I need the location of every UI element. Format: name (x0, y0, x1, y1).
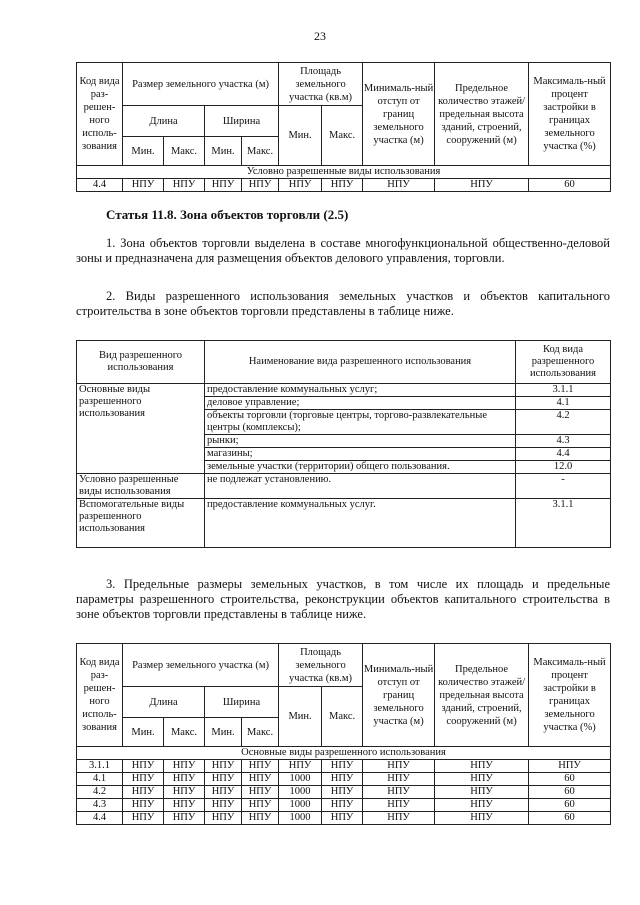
main-use-name: земельные участки (территории) общего пользования. (205, 461, 516, 474)
table-cell: НПУ (164, 799, 205, 812)
table-cell: НПУ (205, 773, 242, 786)
paragraph-1: 1. Зона объектов торговли выделена в составе многофункциональной общественно-деловой зоны и предназначена для размещения объектов делового управления, торговли. (76, 236, 610, 265)
paragraph-2: 2. Виды разрешенного использования земельных участков и объектов капитального строительства в зоне объектов торговли представлены в таблице ниже. (76, 289, 610, 318)
aux-uses-label: Вспомогательные виды разрешенного использования (77, 499, 205, 548)
paragraph-3: 3. Предельные размеры земельных участков, в том числе их площадь и предельные параметры разрешенного строительства, реконструкции объектов капитального строительства в зоне объектов торговли представлены в таблице ниже. (76, 577, 610, 621)
table-cell: 60 (529, 786, 611, 799)
table-cell: НПУ (242, 799, 279, 812)
header-coverage: Максималь-ный процент застройки в границах земельного участка (%) (529, 644, 611, 747)
table-cell: 1000 (279, 812, 322, 825)
table-cell: НПУ (242, 812, 279, 825)
table-cell: НПУ (205, 179, 242, 192)
table-cell: НПУ (363, 786, 435, 799)
header-width-max: Макс. (242, 137, 279, 166)
header-width-min: Мин. (205, 137, 242, 166)
table-cell: НПУ (123, 812, 164, 825)
table-row (77, 760, 611, 773)
header-coverage: Максималь-ный процент застройки в границах земельного участка (%) (529, 63, 611, 166)
header-length-min: Мин. (123, 137, 164, 166)
table-cell: НПУ (164, 179, 205, 192)
header-kind: Вид разрешенного использования (77, 341, 205, 384)
main-use-code: 4.4 (516, 448, 611, 461)
table-cell: НПУ (322, 179, 363, 192)
table-cell: НПУ (363, 179, 435, 192)
limits-table-conditional (76, 62, 611, 192)
table-cell: НПУ (164, 773, 205, 786)
table-cell: 60 (529, 799, 611, 812)
table-cell: НПУ (123, 786, 164, 799)
main-use-code: 3.1.1 (516, 384, 611, 397)
table-cell: НПУ (322, 812, 363, 825)
header-length: Длина (123, 106, 205, 137)
page-number: 23 (314, 29, 326, 43)
table-cell: НПУ (322, 786, 363, 799)
table-cell: НПУ (435, 179, 529, 192)
table-row (77, 812, 611, 825)
table-cell: НПУ (205, 786, 242, 799)
table-cell: 4.4 (77, 812, 123, 825)
aux-use-code: 3.1.1 (516, 499, 611, 548)
main-use-code: 4.2 (516, 410, 611, 435)
header-size: Размер земельного участка (м) (123, 644, 279, 687)
main-use-name: магазины; (205, 448, 516, 461)
section-title: Статья 11.8. Зона объектов торговли (2.5) (106, 207, 349, 222)
main-use-code: 12.0 (516, 461, 611, 474)
table-cell: НПУ (363, 812, 435, 825)
conditional-uses-label: Условно разрешенные виды использования (77, 474, 205, 499)
header-width-max: Макс. (242, 718, 279, 747)
header-size: Размер земельного участка (м) (123, 63, 279, 106)
limits-table-main (76, 643, 611, 825)
header-area-max: Макс. (322, 687, 363, 747)
table-cell: НПУ (123, 179, 164, 192)
header-code: Код вида разрешенного использования (516, 341, 611, 384)
aux-use-name: предоставление коммунальных услуг. (205, 499, 516, 548)
header-width: Ширина (205, 106, 279, 137)
table-cell: 4.4 (77, 179, 123, 192)
header-width: Ширина (205, 687, 279, 718)
table-row (77, 786, 611, 799)
table-cell: 1000 (279, 799, 322, 812)
table-cell: НПУ (363, 773, 435, 786)
table-cell: НПУ (164, 786, 205, 799)
table-cell: НПУ (435, 786, 529, 799)
conditional-use-code: - (516, 474, 611, 499)
table-cell: НПУ (279, 760, 322, 773)
header-length-max: Макс. (164, 137, 205, 166)
table-row (77, 799, 611, 812)
header-code: Код вида раз-решен-ного исполь-зования (77, 644, 123, 747)
table-cell: 60 (529, 812, 611, 825)
table-cell: 60 (529, 179, 611, 192)
header-length: Длина (123, 687, 205, 718)
header-offset: Минималь-ный отступ от границ земельного участка (м) (363, 63, 435, 166)
table-cell: 4.1 (77, 773, 123, 786)
main-use-name: рынки; (205, 435, 516, 448)
header-area-min: Мин. (279, 687, 322, 747)
table-cell: НПУ (529, 760, 611, 773)
table-cell: НПУ (322, 773, 363, 786)
header-length-min: Мин. (123, 718, 164, 747)
table-cell: НПУ (205, 812, 242, 825)
table-cell: 1000 (279, 773, 322, 786)
table-cell: 3.1.1 (77, 760, 123, 773)
table-cell: НПУ (322, 760, 363, 773)
permitted-uses-table (76, 340, 611, 548)
main-use-code: 4.3 (516, 435, 611, 448)
table-cell: НПУ (164, 812, 205, 825)
conditional-use-name: не подлежат установлению. (205, 474, 516, 499)
table-cell: НПУ (205, 799, 242, 812)
table-cell: НПУ (242, 786, 279, 799)
header-offset: Минималь-ный отступ от границ земельного участка (м) (363, 644, 435, 747)
header-width-min: Мин. (205, 718, 242, 747)
table-cell: НПУ (435, 760, 529, 773)
table-cell: 1000 (279, 786, 322, 799)
table-cell: 4.2 (77, 786, 123, 799)
table-cell: НПУ (363, 760, 435, 773)
main-use-name: деловое управление; (205, 397, 516, 410)
table-cell: 60 (529, 773, 611, 786)
table-cell: НПУ (123, 799, 164, 812)
header-area: Площадь земельного участка (кв.м) (279, 63, 363, 106)
table-cell: НПУ (435, 812, 529, 825)
header-floors: Предельное количество этажей/ предельная высота зданий, строений, сооружений (м) (435, 644, 529, 747)
header-area-max: Макс. (322, 106, 363, 166)
table-row (77, 179, 611, 192)
main-use-code: 4.1 (516, 397, 611, 410)
table-cell: НПУ (435, 773, 529, 786)
main-uses-label: Основные виды разрешенного использования (77, 384, 205, 474)
table-cell: НПУ (322, 799, 363, 812)
table-cell: НПУ (435, 799, 529, 812)
header-area: Площадь земельного участка (кв.м) (279, 644, 363, 687)
table-cell: НПУ (205, 760, 242, 773)
header-length-max: Макс. (164, 718, 205, 747)
table-cell: НПУ (242, 179, 279, 192)
header-name: Наименование вида разрешенного использования (205, 341, 516, 384)
table-cell: НПУ (279, 179, 322, 192)
category-row: Основные виды разрешенного использования (77, 747, 611, 760)
header-area-min: Мин. (279, 106, 322, 166)
table-cell: НПУ (123, 760, 164, 773)
table-cell: НПУ (123, 773, 164, 786)
header-code: Код вида раз-решен-ного исполь-зования (77, 63, 123, 166)
main-use-name: предоставление коммунальных услуг; (205, 384, 516, 397)
category-row: Условно разрешенные виды использования (77, 166, 611, 179)
table-cell: НПУ (363, 799, 435, 812)
table-cell: НПУ (242, 760, 279, 773)
table-cell: НПУ (164, 760, 205, 773)
table-cell: НПУ (242, 773, 279, 786)
table-cell: 4.3 (77, 799, 123, 812)
header-floors: Предельное количество этажей/ предельная высота зданий, строений, сооружений (м) (435, 63, 529, 166)
main-use-name: объекты торговли (торговые центры, торгово-развлекательные центры (комплексы); (205, 410, 516, 435)
table-row (77, 773, 611, 786)
